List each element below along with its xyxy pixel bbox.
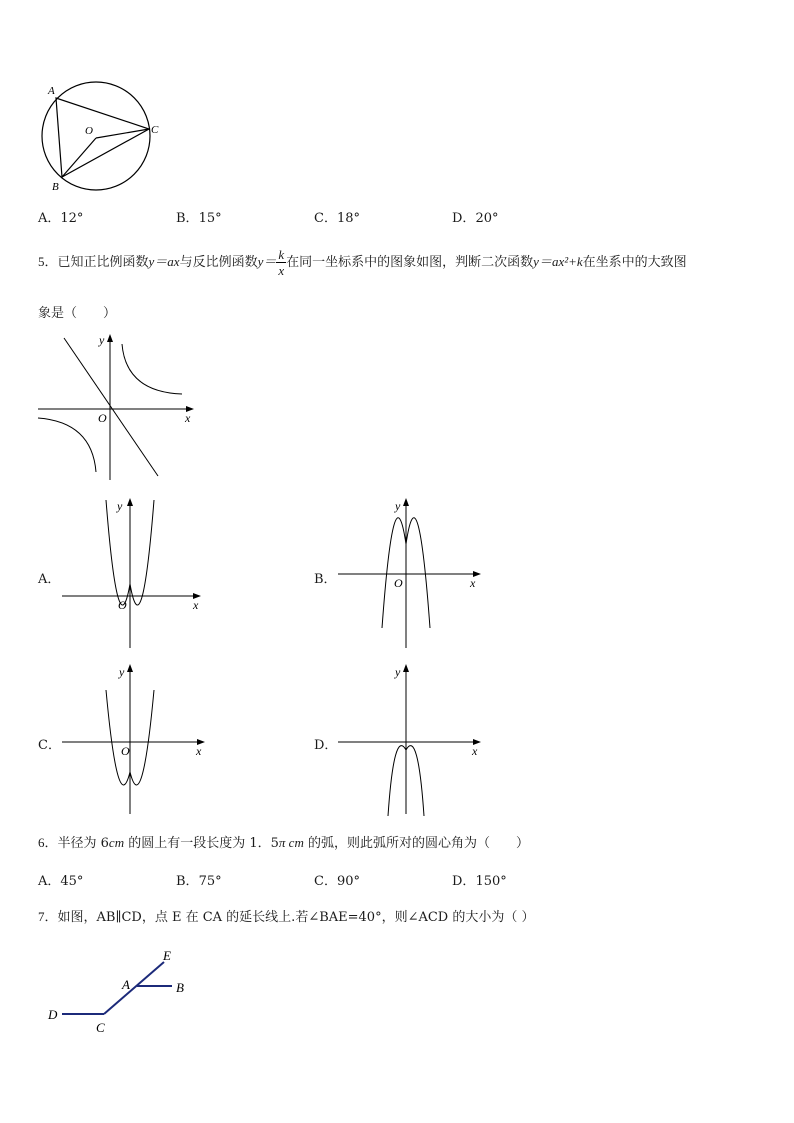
q4-option-a[interactable]: A．12° — [38, 211, 84, 226]
segment-ce — [104, 962, 164, 1014]
line-y-ax — [64, 338, 158, 476]
segment-ob — [62, 138, 96, 177]
q6-stem: 6．半径为 6cm 的圆上有一段长度为 1．5π cm 的弧，则此弧所对的圆心角为（ ） — [38, 835, 529, 851]
q4-option-d[interactable]: D．20° — [452, 211, 499, 226]
label-o: O — [394, 576, 403, 590]
q6-number: 6． — [38, 835, 58, 850]
label-o: O — [121, 744, 130, 758]
y-axis-arrow — [403, 664, 409, 672]
label-c: C — [96, 1020, 105, 1035]
q5-number: 5． — [38, 254, 58, 269]
label-x: x — [193, 598, 199, 612]
label-x: x — [196, 744, 202, 758]
q6-option-d[interactable]: D．150° — [452, 874, 507, 889]
q5-option-b-graph[interactable] — [336, 494, 486, 652]
q5-option-a-label[interactable]: A． — [38, 572, 61, 587]
q5-option-d-graph[interactable] — [336, 660, 486, 818]
label-d: D — [48, 1007, 58, 1022]
label-y: y — [99, 333, 105, 347]
q5-option-b-label[interactable]: B． — [314, 572, 337, 587]
q5-fraction: $\frac{k}{x}$ — [278, 247, 285, 278]
y-axis-arrow — [107, 334, 113, 342]
label-x: x — [472, 744, 478, 758]
label-b: B — [176, 980, 184, 995]
q7-parallel-lines-figure — [40, 942, 200, 1038]
y-axis-arrow — [127, 498, 133, 506]
label-e: E — [163, 948, 171, 963]
q5-reference-graph — [36, 330, 198, 482]
label-y: y — [395, 499, 401, 513]
label-a: A — [122, 977, 130, 992]
q7-number: 7． — [38, 909, 58, 924]
q4-circle-figure — [34, 80, 174, 195]
q5-stem-line2: 象是（ ） — [38, 306, 117, 321]
y-axis-arrow — [403, 498, 409, 506]
y-axis-arrow — [127, 664, 133, 672]
q5-stem-line1: 5．已知正比例函数y＝ax与反比例函数y＝ $\frac{k}{x}$ 在同一坐标系中的图象如图，判断二次函数y＝ax²+k在坐系中的大致图 — [38, 247, 687, 278]
label-y: y — [395, 665, 401, 679]
label-y: y — [117, 499, 123, 513]
hyperbola-branch-q3 — [38, 418, 96, 472]
label-o: O — [118, 598, 127, 612]
q4-option-c[interactable]: C．18° — [314, 211, 360, 226]
q5-option-c-label[interactable]: C． — [38, 738, 61, 753]
q5-option-d-label[interactable]: D． — [314, 738, 338, 753]
q5-option-c-graph[interactable] — [60, 660, 210, 818]
label-x: x — [185, 411, 191, 425]
label-o: O — [85, 125, 93, 137]
label-o: O — [98, 411, 107, 425]
label-a: A — [48, 85, 55, 97]
label-y: y — [119, 665, 125, 679]
hyperbola-branch-q1 — [122, 344, 182, 394]
q4-option-b[interactable]: B．15° — [176, 211, 222, 226]
q6-option-a[interactable]: A．45° — [38, 874, 84, 889]
label-b: B — [52, 181, 59, 193]
q7-stem: 7．如图，AB∥CD，点 E 在 CA 的延长线上.若∠BAE=40°，则∠ACD 的大小为（ ） — [38, 909, 535, 925]
q6-option-b[interactable]: B．75° — [176, 874, 222, 889]
label-x: x — [470, 576, 476, 590]
label-c: C — [151, 124, 159, 136]
q5-option-a-graph[interactable] — [60, 494, 210, 652]
q6-option-c[interactable]: C．90° — [314, 874, 360, 889]
